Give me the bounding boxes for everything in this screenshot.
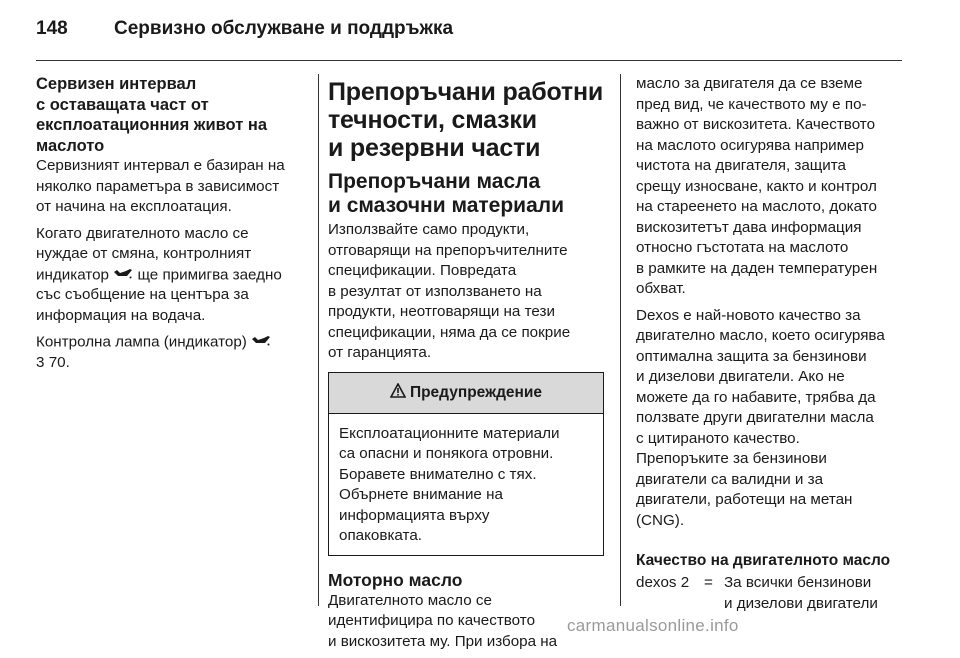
warning-body: Експлоатационните материали са опасни и понякога отровни. Боравете внимателно с тях. Обърнете внимание на информацията върху опаковката. <box>339 424 560 544</box>
oil-can-icon <box>251 332 271 353</box>
spec-value: За всички бензинови и дизелови двигатели <box>724 574 878 612</box>
watermark: carmanualsonline.info <box>567 616 739 635</box>
service-interval-para-2: Когато двигателното масло се нуждае от смяна, контролният индикатор ще примигва заедно със съобщение на центъра за информация на водача. <box>36 224 282 324</box>
motor-oil-paragraph: Двигателното масло се идентифицира по качеството и вискозитета му. При избора на <box>328 591 558 650</box>
header-divider <box>36 60 902 61</box>
column-3 <box>636 74 906 614</box>
recommended-oils-heading: Препоръчани масла и смазочни материали <box>328 170 565 217</box>
column-1 <box>36 74 306 380</box>
warning-header <box>329 373 603 414</box>
running-title: Сервизно обслужване и поддръжка <box>114 18 454 39</box>
service-interval-para-1: Сервизният интервал е базиран на няколко параметъра в зависимост от начина на експлоатация. <box>36 157 285 215</box>
column-2 <box>328 74 604 658</box>
intro-paragraph: Използвайте само продукти, отговарящи на препоръчителните спецификации. Повредата в резултат от използването на продукти, неотговарящи на тези спецификации, няма да се покрие от гаранцията. <box>328 221 571 361</box>
indicator-reference: Контролна лампа (индикатор) 3 70. <box>36 332 306 373</box>
motor-oil-heading: Моторно масло <box>328 569 463 590</box>
dexos-paragraph: Dexos е най-новото качество за двигателно масло, което осигурява оптимална защита за бензинови и дизелови двигатели. Ако не можете да го набавите, трябва да ползвате други двигателни масла с цитираното качество. Препоръките за бензинови двигатели са валидни и за двигатели, работещи на метан (CNG). <box>636 306 885 529</box>
column-divider-2 <box>620 74 621 606</box>
column-divider-1 <box>318 74 319 606</box>
spec-row <box>636 573 906 614</box>
page-number: 148 <box>36 18 68 39</box>
warning-title: Предупреждение <box>409 383 543 401</box>
spec-equals: = <box>704 574 713 591</box>
oil-can-icon <box>113 265 133 286</box>
oil-quality-spec-heading: Качество на двигателното масло <box>636 552 891 569</box>
spec-key: dexos 2 <box>636 574 690 591</box>
reference-arrow-icon: 3 <box>36 354 45 372</box>
oil-quality-paragraph: масло за двигателя да се вземе пред вид, че качеството му е по- важно от вискозитета. Качеството на маслото осигурява например чистота на двигателя, защита срещу износване, както и контрол на стареенето на маслото, докато вискозитетът дава информация относно гъстотата на маслото в рамките на даден температурен обхват. <box>636 75 878 297</box>
section-title: Препоръчани работни течности, смазки и резервни части <box>328 78 604 162</box>
reference-page-link[interactable]: 70. <box>48 354 70 372</box>
warning-box <box>328 372 604 556</box>
warning-triangle-icon <box>390 383 406 403</box>
service-interval-heading: Сервизен интервал с оставащата част от експлоатационния живот на маслото <box>36 75 268 155</box>
